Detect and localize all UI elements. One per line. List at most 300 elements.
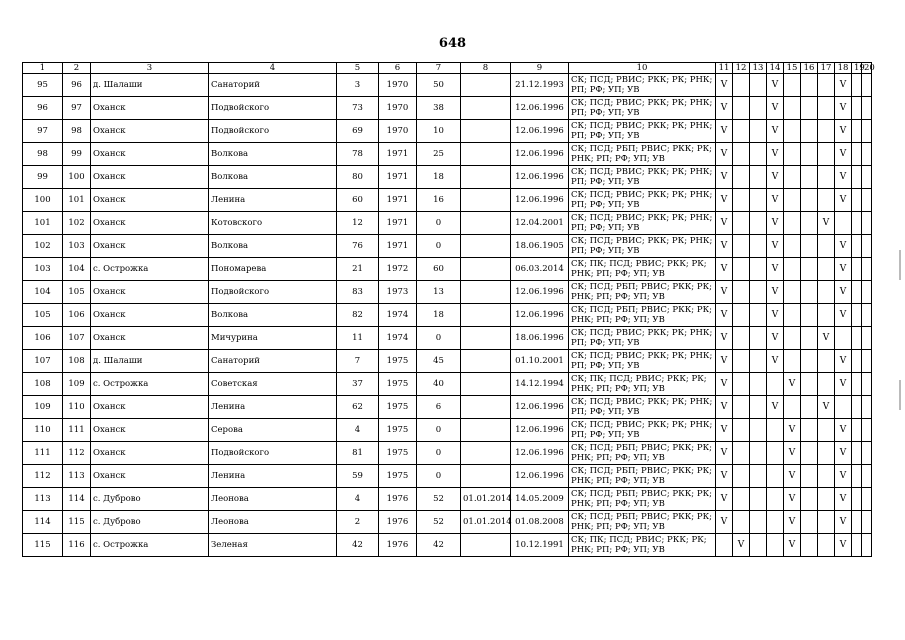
cell-col-7: 25	[417, 143, 461, 166]
cell-col-9: 06.03.2014	[511, 258, 569, 281]
cell-col-9: 01.10.2001	[511, 350, 569, 373]
table-row	[23, 350, 872, 373]
cell-col-8	[461, 212, 511, 235]
cell-col-10: СК; ПСД; РВИС; РКК; РК; РНК; РП; РФ; УП; УВ	[569, 396, 716, 419]
cell-col-1: 107	[23, 350, 63, 373]
check-cell: V	[716, 74, 733, 97]
cell-col-7: 45	[417, 350, 461, 373]
check-cell	[862, 304, 872, 327]
check-cell	[750, 189, 767, 212]
cell-col-3: с. Острожка	[91, 373, 209, 396]
check-cell: V	[716, 396, 733, 419]
check-cell: V	[767, 281, 784, 304]
check-cell	[818, 442, 835, 465]
cell-col-4: Серова	[209, 419, 337, 442]
cell-col-3: Оханск	[91, 396, 209, 419]
cell-col-8	[461, 396, 511, 419]
cell-col-6: 1976	[379, 511, 417, 534]
check-cell	[733, 373, 750, 396]
check-cell	[767, 442, 784, 465]
check-cell: V	[835, 120, 852, 143]
table-row	[23, 465, 872, 488]
check-cell	[750, 74, 767, 97]
header-row	[23, 63, 872, 74]
cell-col-10: СК; ПСД; РБП; РВИС; РКК; РК; РНК; РП; РФ; УП; УВ	[569, 511, 716, 534]
check-cell: V	[716, 189, 733, 212]
check-cell	[784, 327, 801, 350]
cell-col-1: 96	[23, 97, 63, 120]
cell-col-2: 116	[63, 534, 91, 557]
cell-col-10: СК; ПСД; РБП; РВИС; РКК; РК; РНК; РП; РФ; УП; УВ	[569, 143, 716, 166]
column-header-15: 15	[784, 63, 801, 74]
table-row	[23, 442, 872, 465]
check-cell	[818, 97, 835, 120]
check-cell: V	[784, 465, 801, 488]
page-number: 648	[438, 36, 467, 51]
check-cell	[801, 442, 818, 465]
cell-col-4: Леонова	[209, 488, 337, 511]
cell-col-1: 101	[23, 212, 63, 235]
check-cell	[784, 212, 801, 235]
cell-col-3: Оханск	[91, 465, 209, 488]
cell-col-10: СК; ПСД; РВИС; РКК; РК; РНК; РП; РФ; УП; УВ	[569, 120, 716, 143]
cell-col-9: 12.06.1996	[511, 189, 569, 212]
check-cell: V	[767, 235, 784, 258]
check-cell	[862, 212, 872, 235]
check-cell: V	[716, 235, 733, 258]
check-cell: V	[818, 212, 835, 235]
cell-col-10: СК; ПК; ПСД; РВИС; РКК; РК; РНК; РП; РФ; УП; УВ	[569, 534, 716, 557]
column-header-10: 10	[569, 63, 716, 74]
cell-col-3: Оханск	[91, 442, 209, 465]
check-cell	[733, 281, 750, 304]
cell-col-10: СК; ПСД; РБП; РВИС; РКК; РК; РНК; РП; РФ; УП; УВ	[569, 488, 716, 511]
cell-col-4: Санаторий	[209, 350, 337, 373]
check-cell: V	[835, 143, 852, 166]
check-cell	[852, 304, 862, 327]
cell-col-1: 106	[23, 327, 63, 350]
cell-col-6: 1975	[379, 350, 417, 373]
check-cell	[818, 281, 835, 304]
cell-col-3: д. Шалаши	[91, 350, 209, 373]
check-cell	[801, 166, 818, 189]
table-row	[23, 143, 872, 166]
check-cell: V	[784, 511, 801, 534]
table-row	[23, 488, 872, 511]
check-cell	[750, 258, 767, 281]
scan-artifact	[899, 380, 901, 410]
table-row	[23, 511, 872, 534]
check-cell	[767, 488, 784, 511]
cell-col-3: с. Дуброво	[91, 488, 209, 511]
check-cell	[733, 235, 750, 258]
cell-col-1: 103	[23, 258, 63, 281]
check-cell	[801, 212, 818, 235]
check-cell	[784, 166, 801, 189]
cell-col-10: СК; ПСД; РВИС; РКК; РК; РНК; РП; РФ; УП; УВ	[569, 327, 716, 350]
check-cell	[784, 396, 801, 419]
cell-col-7: 0	[417, 212, 461, 235]
check-cell	[818, 189, 835, 212]
column-header-11: 11	[716, 63, 733, 74]
cell-col-4: Пономарева	[209, 258, 337, 281]
cell-col-6: 1973	[379, 281, 417, 304]
cell-col-2: 109	[63, 373, 91, 396]
check-cell	[784, 350, 801, 373]
cell-col-5: 3	[337, 74, 379, 97]
cell-col-6: 1972	[379, 258, 417, 281]
check-cell: V	[716, 281, 733, 304]
check-cell: V	[767, 304, 784, 327]
cell-col-6: 1976	[379, 488, 417, 511]
column-header-7: 7	[417, 63, 461, 74]
check-cell	[750, 327, 767, 350]
check-cell	[862, 465, 872, 488]
check-cell	[852, 350, 862, 373]
cell-col-5: 78	[337, 143, 379, 166]
check-cell	[862, 327, 872, 350]
table-row	[23, 212, 872, 235]
cell-col-1: 97	[23, 120, 63, 143]
cell-col-5: 81	[337, 442, 379, 465]
check-cell	[733, 189, 750, 212]
check-cell	[750, 166, 767, 189]
cell-col-6: 1974	[379, 304, 417, 327]
check-cell	[862, 488, 872, 511]
check-cell	[852, 235, 862, 258]
check-cell: V	[716, 304, 733, 327]
cell-col-4: Волкова	[209, 304, 337, 327]
check-cell: V	[784, 488, 801, 511]
check-cell	[750, 143, 767, 166]
check-cell: V	[733, 534, 750, 557]
cell-col-5: 12	[337, 212, 379, 235]
check-cell	[801, 396, 818, 419]
cell-col-6: 1971	[379, 235, 417, 258]
cell-col-2: 111	[63, 419, 91, 442]
check-cell	[733, 97, 750, 120]
check-cell	[733, 465, 750, 488]
cell-col-10: СК; ПСД; РБП; РВИС; РКК; РК; РНК; РП; РФ; УП; УВ	[569, 442, 716, 465]
cell-col-4: Леонова	[209, 511, 337, 534]
cell-col-10: СК; ПСД; РБП; РВИС; РКК; РК; РНК; РП; РФ; УП; УВ	[569, 465, 716, 488]
table-row	[23, 258, 872, 281]
check-cell: V	[767, 74, 784, 97]
cell-col-9: 01.08.2008	[511, 511, 569, 534]
check-cell	[862, 419, 872, 442]
cell-col-7: 0	[417, 419, 461, 442]
cell-col-9: 12.06.1996	[511, 419, 569, 442]
cell-col-4: Подвойского	[209, 120, 337, 143]
cell-col-5: 62	[337, 396, 379, 419]
cell-col-4: Советская	[209, 373, 337, 396]
cell-col-4: Мичурина	[209, 327, 337, 350]
cell-col-2: 114	[63, 488, 91, 511]
cell-col-2: 115	[63, 511, 91, 534]
cell-col-2: 102	[63, 212, 91, 235]
cell-col-10: СК; ПСД; РВИС; РКК; РК; РНК; РП; РФ; УП; УВ	[569, 74, 716, 97]
cell-col-4: Зеленая	[209, 534, 337, 557]
cell-col-8	[461, 327, 511, 350]
cell-col-2: 105	[63, 281, 91, 304]
check-cell: V	[716, 488, 733, 511]
cell-col-8	[461, 189, 511, 212]
check-cell: V	[835, 281, 852, 304]
check-cell	[750, 120, 767, 143]
cell-col-3: с. Острожка	[91, 534, 209, 557]
cell-col-3: Оханск	[91, 97, 209, 120]
cell-col-4: Ленина	[209, 189, 337, 212]
check-cell	[767, 465, 784, 488]
cell-col-9: 12.06.1996	[511, 281, 569, 304]
column-header-17: 17	[818, 63, 835, 74]
check-cell: V	[835, 488, 852, 511]
check-cell	[862, 442, 872, 465]
check-cell	[784, 97, 801, 120]
cell-col-1: 113	[23, 488, 63, 511]
check-cell: V	[767, 212, 784, 235]
check-cell: V	[716, 258, 733, 281]
table-row	[23, 304, 872, 327]
check-cell	[750, 235, 767, 258]
check-cell	[862, 258, 872, 281]
check-cell	[801, 258, 818, 281]
check-cell	[801, 304, 818, 327]
check-cell	[801, 189, 818, 212]
check-cell	[818, 166, 835, 189]
cell-col-6: 1974	[379, 327, 417, 350]
cell-col-9: 10.12.1991	[511, 534, 569, 557]
check-cell	[852, 534, 862, 557]
check-cell	[801, 120, 818, 143]
check-cell	[818, 304, 835, 327]
check-cell: V	[767, 166, 784, 189]
check-cell: V	[767, 120, 784, 143]
cell-col-10: СК; ПСД; РБП; РВИС; РКК; РК; РНК; РП; РФ; УП; УВ	[569, 304, 716, 327]
cell-col-6: 1970	[379, 74, 417, 97]
table-row	[23, 97, 872, 120]
cell-col-2: 113	[63, 465, 91, 488]
cell-col-8	[461, 419, 511, 442]
check-cell: V	[716, 373, 733, 396]
cell-col-3: Оханск	[91, 235, 209, 258]
check-cell	[862, 350, 872, 373]
cell-col-9: 12.06.1996	[511, 166, 569, 189]
check-cell	[801, 350, 818, 373]
check-cell	[852, 488, 862, 511]
cell-col-9: 12.06.1996	[511, 143, 569, 166]
check-cell: V	[784, 419, 801, 442]
check-cell	[716, 534, 733, 557]
check-cell: V	[767, 97, 784, 120]
check-cell	[750, 442, 767, 465]
check-cell	[835, 396, 852, 419]
check-cell: V	[767, 143, 784, 166]
cell-col-3: Оханск	[91, 281, 209, 304]
check-cell	[818, 419, 835, 442]
check-cell	[733, 166, 750, 189]
cell-col-8	[461, 74, 511, 97]
check-cell	[733, 488, 750, 511]
table-row	[23, 189, 872, 212]
cell-col-2: 99	[63, 143, 91, 166]
cell-col-8	[461, 350, 511, 373]
column-header-12: 12	[733, 63, 750, 74]
cell-col-3: Оханск	[91, 304, 209, 327]
check-cell	[801, 327, 818, 350]
check-cell	[750, 419, 767, 442]
registry-table	[22, 62, 875, 557]
check-cell	[750, 465, 767, 488]
cell-col-9: 12.06.1996	[511, 465, 569, 488]
scan-artifact	[899, 250, 901, 280]
check-cell	[862, 511, 872, 534]
cell-col-5: 59	[337, 465, 379, 488]
check-cell	[767, 534, 784, 557]
cell-col-8: 01.01.2014	[461, 511, 511, 534]
cell-col-7: 52	[417, 511, 461, 534]
cell-col-4: Ленина	[209, 465, 337, 488]
check-cell	[852, 442, 862, 465]
check-cell: V	[767, 327, 784, 350]
cell-col-5: 73	[337, 97, 379, 120]
cell-col-2: 97	[63, 97, 91, 120]
cell-col-10: СК; ПСД; РВИС; РКК; РК; РНК; РП; РФ; УП; УВ	[569, 166, 716, 189]
check-cell	[852, 327, 862, 350]
cell-col-10: СК; ПСД; РБП; РВИС; РКК; РК; РНК; РП; РФ; УП; УВ	[569, 281, 716, 304]
cell-col-9: 12.06.1996	[511, 97, 569, 120]
table-row	[23, 327, 872, 350]
cell-col-2: 98	[63, 120, 91, 143]
cell-col-5: 37	[337, 373, 379, 396]
check-cell	[733, 327, 750, 350]
check-cell	[784, 281, 801, 304]
check-cell	[852, 212, 862, 235]
cell-col-8	[461, 281, 511, 304]
column-header-1: 1	[23, 63, 63, 74]
cell-col-4: Волкова	[209, 143, 337, 166]
check-cell	[835, 212, 852, 235]
check-cell	[852, 419, 862, 442]
column-header-19: 19	[852, 63, 862, 74]
cell-col-3: с. Дуброво	[91, 511, 209, 534]
cell-col-10: СК; ПСД; РВИС; РКК; РК; РНК; РП; РФ; УП; УВ	[569, 235, 716, 258]
cell-col-7: 0	[417, 235, 461, 258]
cell-col-2: 112	[63, 442, 91, 465]
cell-col-7: 18	[417, 166, 461, 189]
cell-col-5: 11	[337, 327, 379, 350]
cell-col-2: 100	[63, 166, 91, 189]
cell-col-2: 108	[63, 350, 91, 373]
check-cell	[750, 212, 767, 235]
check-cell	[852, 258, 862, 281]
check-cell	[801, 281, 818, 304]
check-cell: V	[835, 419, 852, 442]
check-cell	[733, 442, 750, 465]
cell-col-9: 12.06.1996	[511, 120, 569, 143]
check-cell	[835, 327, 852, 350]
check-cell	[852, 465, 862, 488]
check-cell	[733, 258, 750, 281]
check-cell	[784, 120, 801, 143]
check-cell	[818, 511, 835, 534]
check-cell	[750, 396, 767, 419]
check-cell: V	[716, 212, 733, 235]
check-cell	[733, 350, 750, 373]
check-cell	[862, 97, 872, 120]
check-cell	[801, 97, 818, 120]
check-cell	[750, 350, 767, 373]
cell-col-1: 109	[23, 396, 63, 419]
cell-col-8	[461, 235, 511, 258]
check-cell	[784, 74, 801, 97]
check-cell: V	[716, 419, 733, 442]
cell-col-7: 60	[417, 258, 461, 281]
cell-col-2: 101	[63, 189, 91, 212]
check-cell	[852, 373, 862, 396]
check-cell	[750, 304, 767, 327]
cell-col-8	[461, 304, 511, 327]
check-cell: V	[767, 258, 784, 281]
check-cell: V	[818, 396, 835, 419]
check-cell	[801, 511, 818, 534]
check-cell	[801, 143, 818, 166]
check-cell: V	[835, 304, 852, 327]
check-cell: V	[716, 120, 733, 143]
check-cell	[750, 511, 767, 534]
column-header-8: 8	[461, 63, 511, 74]
check-cell: V	[835, 511, 852, 534]
cell-col-8	[461, 97, 511, 120]
check-cell	[801, 419, 818, 442]
check-cell	[801, 74, 818, 97]
check-cell	[818, 488, 835, 511]
check-cell	[852, 74, 862, 97]
cell-col-6: 1971	[379, 189, 417, 212]
cell-col-5: 4	[337, 419, 379, 442]
check-cell	[733, 419, 750, 442]
cell-col-1: 111	[23, 442, 63, 465]
cell-col-4: Санаторий	[209, 74, 337, 97]
check-cell: V	[716, 166, 733, 189]
cell-col-8	[461, 534, 511, 557]
check-cell	[852, 97, 862, 120]
check-cell	[862, 373, 872, 396]
cell-col-2: 110	[63, 396, 91, 419]
check-cell: V	[716, 143, 733, 166]
table-row	[23, 235, 872, 258]
cell-col-6: 1971	[379, 212, 417, 235]
check-cell: V	[835, 235, 852, 258]
check-cell	[818, 258, 835, 281]
cell-col-6: 1975	[379, 396, 417, 419]
column-header-14: 14	[767, 63, 784, 74]
cell-col-6: 1971	[379, 143, 417, 166]
check-cell	[852, 511, 862, 534]
cell-col-7: 6	[417, 396, 461, 419]
cell-col-1: 102	[23, 235, 63, 258]
column-header-18: 18	[835, 63, 852, 74]
cell-col-3: д. Шалаши	[91, 74, 209, 97]
column-header-20: 20	[862, 63, 872, 74]
cell-col-1: 108	[23, 373, 63, 396]
column-header-13: 13	[750, 63, 767, 74]
cell-col-7: 50	[417, 74, 461, 97]
cell-col-6: 1976	[379, 534, 417, 557]
column-header-2: 2	[63, 63, 91, 74]
cell-col-8: 01.01.2014	[461, 488, 511, 511]
cell-col-1: 95	[23, 74, 63, 97]
